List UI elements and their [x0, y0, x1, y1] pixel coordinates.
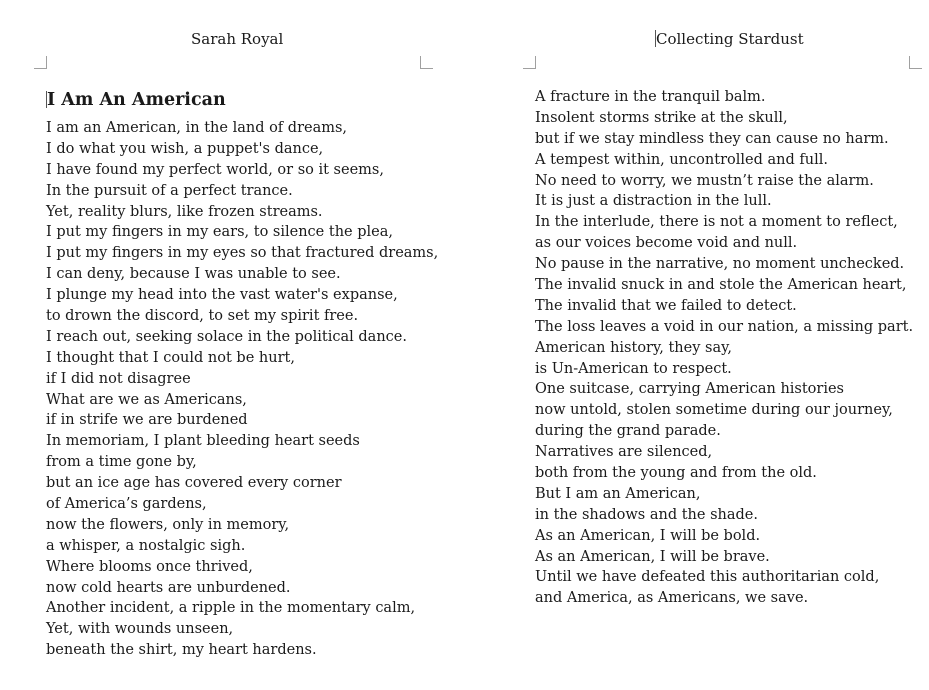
- poem-line: I do what you wish, a puppet's dance,: [46, 140, 324, 157]
- poem-title[interactable]: [46, 89, 226, 111]
- poem-line: But I am an American,: [535, 485, 701, 502]
- poem-line: The invalid that we failed to detect.: [535, 297, 797, 314]
- page-header-book-title[interactable]: [655, 29, 804, 49]
- poem-line: No pause in the narrative, no moment unchecked.: [535, 256, 905, 273]
- right-page: [475, 0, 929, 690]
- poem-line: I can deny, because I was unable to see.: [46, 266, 341, 283]
- poem-line: to drown the discord, to set my spirit free.: [46, 308, 359, 325]
- poem-line: Insolent storms strike at the skull,: [535, 109, 788, 126]
- poem-line: but an ice age has covered every corner: [46, 475, 342, 492]
- poem-line: if I did not disagree: [46, 370, 191, 387]
- poem-line: beneath the shirt, my heart hardens.: [46, 642, 317, 659]
- margin-corner-top-left: [34, 56, 47, 69]
- poem-line: Narratives are silenced,: [535, 444, 713, 461]
- poem-line: I have found my perfect world, or so it seems,: [46, 161, 384, 178]
- poem-line: As an American, I will be bold.: [535, 527, 761, 544]
- poem-line: A tempest within, uncontrolled and full.: [535, 151, 828, 168]
- poem-line: and America, as Americans, we save.: [535, 590, 809, 607]
- page-header-author[interactable]: Sarah Royal: [191, 30, 284, 48]
- poem-line: Until we have defeated this authoritarian cold,: [535, 569, 880, 586]
- poem-line: As an American, I will be brave.: [535, 548, 770, 565]
- poem-line: Where blooms once thrived,: [46, 558, 253, 575]
- poem-body-right[interactable]: [535, 87, 913, 609]
- poem-line: No need to worry, we mustn’t raise the alarm.: [535, 172, 874, 189]
- poem-line: in the shadows and the shade.: [535, 506, 758, 523]
- poem-line: if in strife we are burdened: [46, 412, 248, 429]
- poem-line: is Un-American to respect.: [535, 360, 732, 377]
- poem-line: The loss leaves a void in our nation, a missing part.: [535, 318, 914, 335]
- margin-corner-top-right: [420, 56, 433, 69]
- poem-line: I thought that I could not be hurt,: [46, 349, 295, 366]
- poem-line: of America’s gardens,: [46, 496, 207, 513]
- poem-line: both from the young and from the old.: [535, 465, 817, 482]
- poem-line: American history, they say,: [535, 339, 732, 356]
- poem-line: A fracture in the tranquil balm.: [535, 89, 766, 105]
- poem-line: I am an American, in the land of dreams,: [46, 120, 348, 136]
- poem-line: now cold hearts are unburdened.: [46, 579, 291, 596]
- poem-line: In memoriam, I plant bleeding heart seeds: [46, 433, 360, 450]
- poem-line: I put my fingers in my ears, to silence the plea,: [46, 224, 393, 241]
- margin-corner-top-right: [909, 56, 922, 69]
- poem-line: Yet, reality blurs, like frozen streams.: [46, 203, 323, 220]
- poem-line: now untold, stolen sometime during our journey,: [535, 402, 893, 419]
- poem-line: One suitcase, carrying American histories: [535, 381, 845, 398]
- poem-line: as our voices become void and null.: [535, 235, 798, 252]
- poem-line: It is just a distraction in the lull.: [535, 193, 772, 210]
- poem-title-text: I Am An American: [47, 90, 226, 110]
- poem-line: but if we stay mindless they can cause no harm.: [535, 130, 889, 147]
- poem-line: I plunge my head into the vast water's expanse,: [46, 287, 398, 304]
- poem-body-left[interactable]: [46, 118, 438, 661]
- poem-line: now the flowers, only in memory,: [46, 516, 290, 533]
- poem-line: I put my fingers in my eyes so that fractured dreams,: [46, 245, 439, 262]
- margin-corner-top-left: [523, 56, 536, 69]
- poem-line: What are we as Americans,: [46, 391, 247, 408]
- poem-line: from a time gone by,: [46, 454, 197, 471]
- poem-line: during the grand parade.: [535, 423, 721, 440]
- poem-line: In the pursuit of a perfect trance.: [46, 182, 293, 199]
- poem-line: In the interlude, there is not a moment to reflect,: [535, 214, 898, 231]
- poem-line: Yet, with wounds unseen,: [46, 621, 234, 638]
- poem-line: The invalid snuck in and stole the American heart,: [535, 277, 907, 294]
- poem-line: Another incident, a ripple in the momentary calm,: [46, 600, 416, 617]
- poem-line: a whisper, a nostalgic sigh.: [46, 537, 246, 554]
- poem-line: I reach out, seeking solace in the political dance.: [46, 328, 407, 345]
- page-header-book-title-text: Collecting Stardust: [656, 30, 804, 48]
